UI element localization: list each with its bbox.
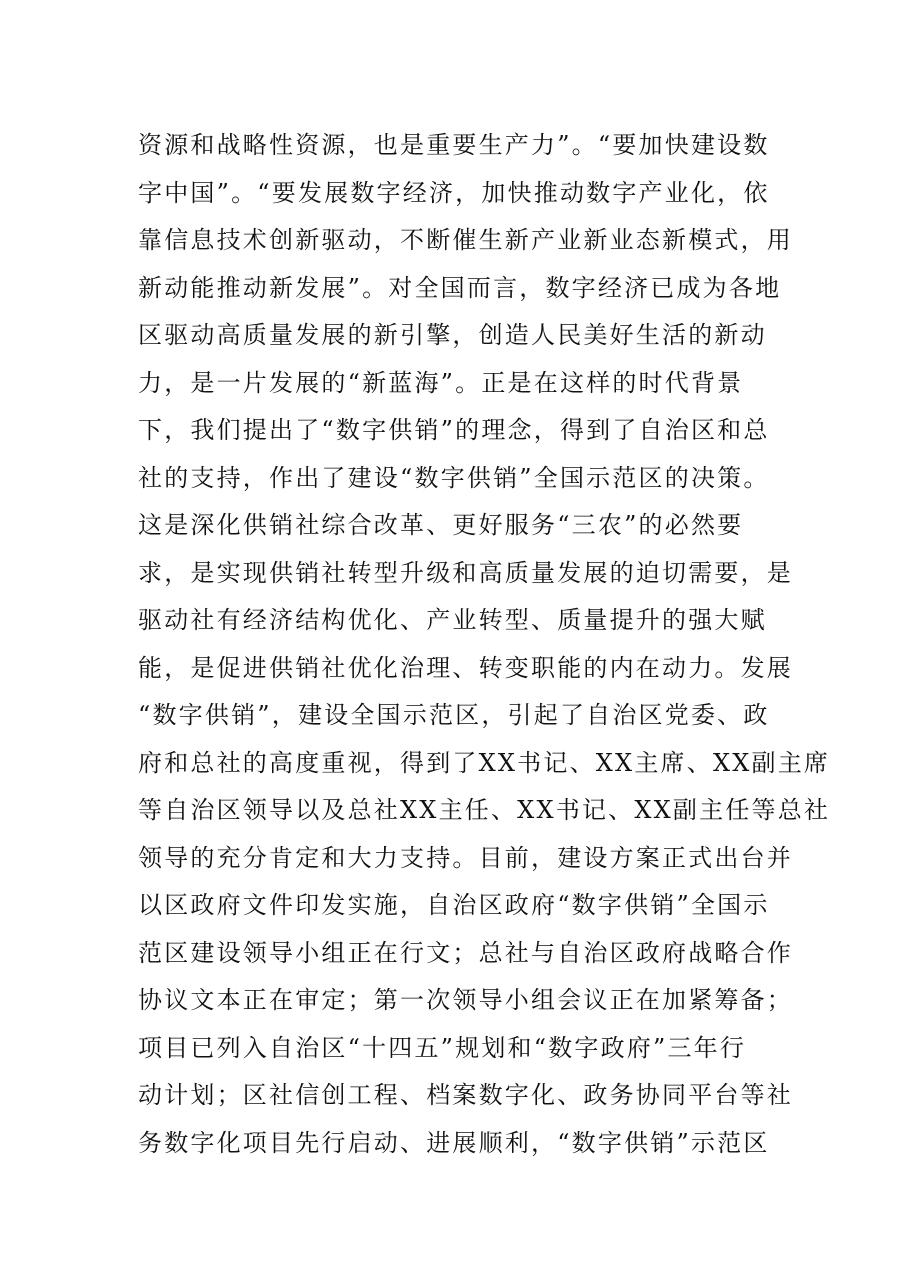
text-line: 区驱动高质量发展的新引擎，创造人民美好生活的新动 bbox=[138, 321, 767, 349]
text-line: 驱动社有经济结构优化、产业转型、质量提升的强大赋 bbox=[138, 606, 767, 634]
text-line: 项目已列入自治区“十四五”规划和“数字政府”三年行 bbox=[138, 1033, 747, 1062]
text-line: 下，我们提出了“数字供销”的理念，得到了自治区和总 bbox=[138, 416, 770, 444]
text-line: 新动能推动新发展”。对全国而言，数字经济已成为各地 bbox=[138, 273, 782, 302]
body-text bbox=[138, 122, 831, 1167]
text-line: 府和总社的高度重视，得到了XX书记、XX主席、XX副主席 bbox=[138, 748, 831, 777]
text-line: 字中国”。“要发展数字经济，加快推动数字产业化，依 bbox=[138, 178, 770, 207]
text-line: 力，是一片发展的“新蓝海”。正是在这样的时代背景 bbox=[138, 368, 744, 397]
text-line: 范区建设领导小组正在行文；总社与自治区政府战略合作 bbox=[138, 938, 793, 967]
text-line: 资源和战略性资源，也是重要生产力”。“要加快建设数 bbox=[138, 131, 770, 159]
text-line: 协议文本正在审定；第一次领导小组会议正在加紧筹备； bbox=[138, 986, 793, 1014]
text-line: 动计划；区社信创工程、档案数字化、政务协同平台等社 bbox=[138, 1081, 793, 1109]
text-line: 求，是实现供销社转型升级和高质量发展的迫切需要，是 bbox=[138, 558, 793, 587]
text-line: 能，是促进供销社优化治理、转变职能的内在动力。发展 bbox=[138, 653, 793, 682]
text-line: 社的支持，作出了建设“数字供销”全国示范区的决策。 bbox=[138, 463, 770, 492]
text-line: 以区政府文件印发实施，自治区政府“数字供销”全国示 bbox=[138, 891, 770, 919]
text-line: 等自治区领导以及总社XX主任、XX书记、XX副主任等总社 bbox=[138, 796, 831, 824]
text-line: 领导的充分肯定和大力支持。目前，建设方案正式出台并 bbox=[138, 843, 793, 872]
text-line: 靠信息技术创新驱动，不断催生新产业新业态新模式，用 bbox=[138, 226, 793, 254]
text-line: 这是深化供销社综合改革、更好服务“三农”的必然要 bbox=[138, 511, 744, 539]
text-line: 务数字化项目先行启动、进展顺利，“数字供销”示范区 bbox=[138, 1128, 770, 1157]
text-line: “数字供销”，建设全国示范区，引起了自治区党委、政 bbox=[138, 701, 770, 729]
